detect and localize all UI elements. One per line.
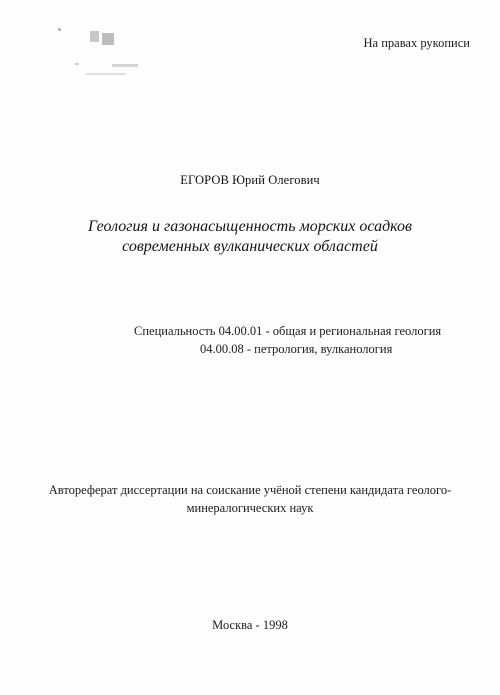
scan-speck <box>58 28 61 31</box>
abstract-line: Автореферат диссертации на соискание учёной степени кандидата геолого- <box>48 483 452 497</box>
specialty-block <box>134 322 441 358</box>
thesis-title-line: современных вулканических областей <box>122 238 378 255</box>
city-year: Москва - 1998 <box>212 618 288 632</box>
thesis-title-line: Геология и газонасыщенность морских осадков <box>87 218 412 235</box>
thesis-title <box>0 217 500 257</box>
scan-speck <box>86 73 126 75</box>
specialty-line: 04.00.08 - петрология, вулканология <box>200 342 393 356</box>
specialty-line: Специальность 04.00.01 - общая и региональная геология <box>134 324 442 338</box>
scan-speck <box>112 64 138 67</box>
abstract-statement <box>0 481 500 517</box>
stamp-digit-mark <box>102 33 114 45</box>
scan-speck <box>75 63 79 65</box>
rights-note: На правах рукописи <box>363 36 470 50</box>
abstract-line: минералогических наук <box>186 501 314 515</box>
stamp-digit-mark <box>90 31 99 42</box>
author-name: ЕГОРОВ Юрий Олегович <box>180 173 320 187</box>
